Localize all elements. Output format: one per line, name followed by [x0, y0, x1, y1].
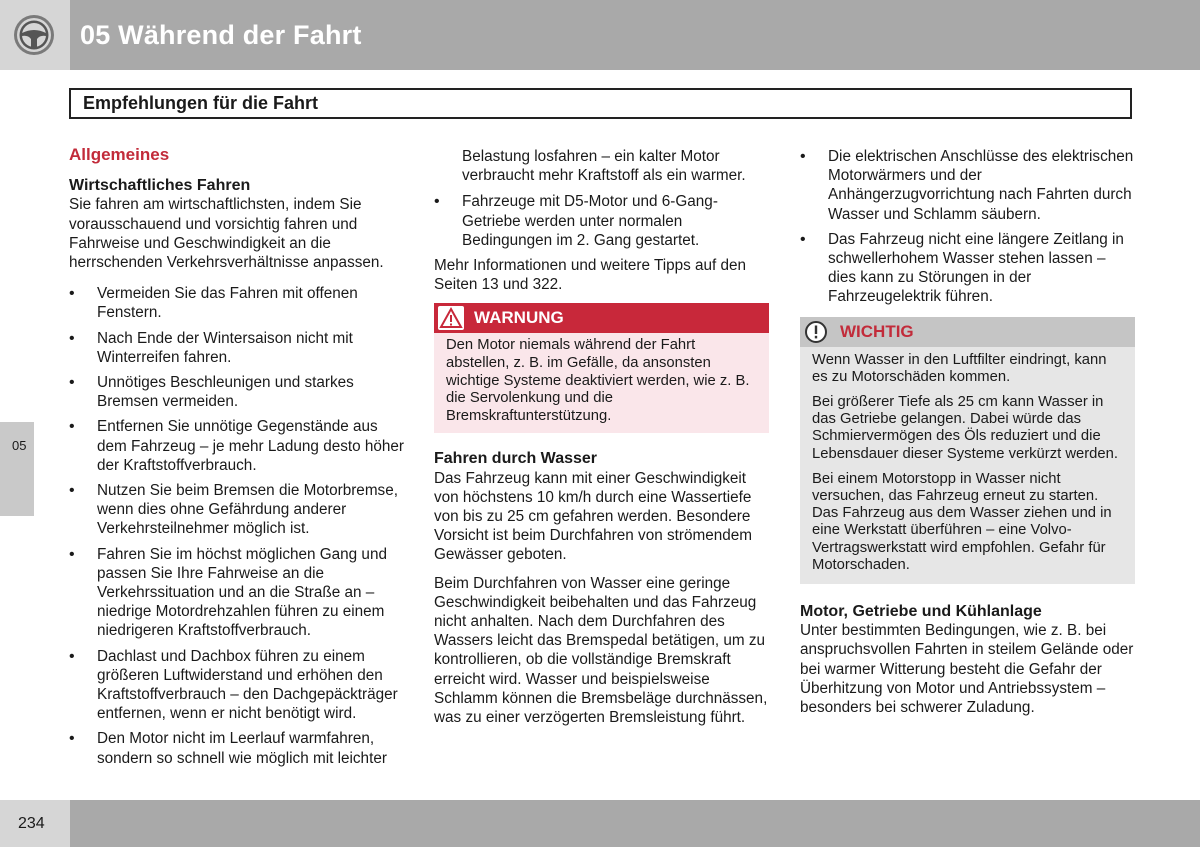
warning-text: Den Motor niemals während der Fahrt abstellen, z. B. im Gefälle, da ansonsten wichtige Systeme deaktiviert werden, wie z. B. die Servolenkung und die Bremskraftunterstützung.: [434, 333, 769, 433]
section-title-box: [69, 88, 1132, 119]
important-label: WICHTIG: [840, 321, 914, 341]
list-item: • Nutzen Sie beim Bremsen die Motorbremse, wenn dies ohne Gefährdung anderer Verkehrsteilnehmer möglich ist.: [69, 481, 404, 539]
important-paragraph: Bei einem Motorstopp in Wasser nicht versuchen, das Fahrzeug erneut zu starten. Das Fahrzeug aus dem Wasser ziehen und in eine Werkstatt überführen – eine Volvo-Vertragswerkstatt wird empfohlen. Gefahr für Motorschaden.: [812, 470, 1112, 573]
list-item: • Unnötiges Beschleunigen und starkes Bremsen vermeiden.: [69, 373, 404, 411]
list-item: • Das Fahrzeug nicht eine längere Zeitlang in schwellerhohem Wasser stehen lassen – dies kann zu Störungen in der Fahrzeugelektrik führen.: [800, 230, 1135, 307]
important-body: [800, 347, 1135, 584]
list-item: • Entfernen Sie unnötige Gegenstände aus dem Fahrzeug – je mehr Ladung desto höher der Kraftstoffverbrauch.: [69, 417, 404, 475]
list-item: • Die elektrischen Anschlüsse des elektrischen Motorwärmers und der Anhängerzugvorrichtung nach Fahrten durch Wasser und Schlamm säubern.: [800, 147, 1135, 224]
section-title: Empfehlungen für die Fahrt: [83, 93, 319, 113]
water-tips-list: [800, 147, 1135, 307]
warning-triangle-icon: [438, 306, 464, 330]
water-paragraph-2: Beim Durchfahren von Wasser eine geringe Geschwindigkeit beibehalten und das Fahrzeug nicht anhalten. Nach dem Durchfahren des Wassers leicht das Bremspedal betätigen, um zu kontrollieren, ob die vollständige Bremskraft erreicht wird. Wasser und beispielsweise Schlamm können die Bremsbeläge durchnässen, was zu einer verzögerten Bremsleistung führt.: [434, 574, 768, 727]
list-item: • Dachlast und Dachbox führen zu einem größeren Luftwiderstand und erhöhen den Kraftstoffverbrauch – den Dachgepäckträger entfernen, wenn er nicht benötigt wird.: [69, 647, 404, 724]
important-box: [800, 317, 1135, 584]
important-paragraph: Wenn Wasser in den Luftfilter eindringt, kann es zu Motorschäden kommen.: [812, 351, 1107, 385]
list-item: • Fahrzeuge mit D5-Motor und 6-Gang-Getriebe werden unter normalen Bedingungen im 2. Gang gestartet.: [434, 192, 769, 250]
warning-label: WARNUNG: [474, 308, 564, 328]
chapter-title: 05 Während der Fahrt: [80, 20, 362, 50]
chapter-icon-box: [0, 0, 70, 70]
water-paragraph-1: Das Fahrzeug kann mit einer Geschwindigkeit von höchstens 10 km/h durch eine Wassertiefe von bis zu 25 cm gefahren werden. Besondere Vorsicht ist beim Durchfahren von strömendem Gewässer geboten.: [434, 469, 752, 564]
subheading-fahren-durch-wasser: Fahren durch Wasser: [434, 450, 598, 468]
steering-wheel-icon: [12, 13, 56, 57]
page-number: 234: [18, 815, 45, 832]
column-3: [800, 147, 1135, 726]
chapter-side-tab-label: 05: [12, 438, 27, 453]
column-2: [434, 147, 769, 736]
important-header: [800, 317, 1135, 347]
more-info-paragraph: Mehr Informationen und weitere Tipps auf den Seiten 13 und 322.: [434, 257, 747, 294]
warning-header: [434, 303, 769, 333]
important-paragraph: Bei größerer Tiefe als 25 cm kann Wasser in das Getriebe gelangen. Dabei würde das Schmiervermögen des Öls reduziert und die Lebensdauer dieser Systeme verkürzt werden.: [812, 394, 1118, 462]
list-item: • Vermeiden Sie das Fahren mit offenen Fenstern.: [69, 284, 404, 322]
list-item: • Nach Ende der Wintersaison nicht mit Winterreifen fahren.: [69, 329, 404, 367]
tips-list-continued: [434, 192, 769, 250]
heading-allgemeines: Allgemeines: [69, 145, 170, 164]
list-item-continuation: Belastung losfahren – ein kalter Motor verbraucht mehr Kraftstoff als ein warmer.: [462, 148, 746, 185]
list-item: • Den Motor nicht im Leerlauf warmfahren, sondern so schnell wie möglich mit leichter: [69, 729, 404, 767]
column-1: [69, 145, 404, 774]
warning-box: [434, 303, 769, 433]
list-item: • Fahren Sie im höchst möglichen Gang und passen Sie Ihre Fahrweise an die Verkehrssituation und an die Straße an – niedrige Motordrehzahlen führen zu einem niedrigeren Kraftstoffverbrauch.: [69, 545, 404, 641]
intro-paragraph: Sie fahren am wirtschaftlichsten, indem Sie vorausschauend und vorsichtig fahren und Fahrweise und Geschwindigkeit an die herrschenden Verkehrsverhältnisse anpassen.: [69, 196, 384, 272]
tips-list: [69, 284, 404, 768]
subheading-motor-getriebe-kuehlanlage: Motor, Getriebe und Kühlanlage: [800, 603, 1042, 621]
footer-bar: [70, 800, 1200, 847]
subheading-wirtschaftliches-fahren: Wirtschaftliches Fahren: [69, 177, 251, 195]
chapter-side-tab: [0, 422, 34, 516]
overheating-paragraph: Unter bestimmten Bedingungen, wie z. B. bei anspruchsvollen Fahrten in steilem Gelände oder bei warmer Witterung besteht die Gefahr der Überhitzung von Motor und Antriebssystem – besonders bei schwerer Zuladung.: [800, 622, 1134, 717]
exclamation-circle-icon: [804, 320, 828, 344]
